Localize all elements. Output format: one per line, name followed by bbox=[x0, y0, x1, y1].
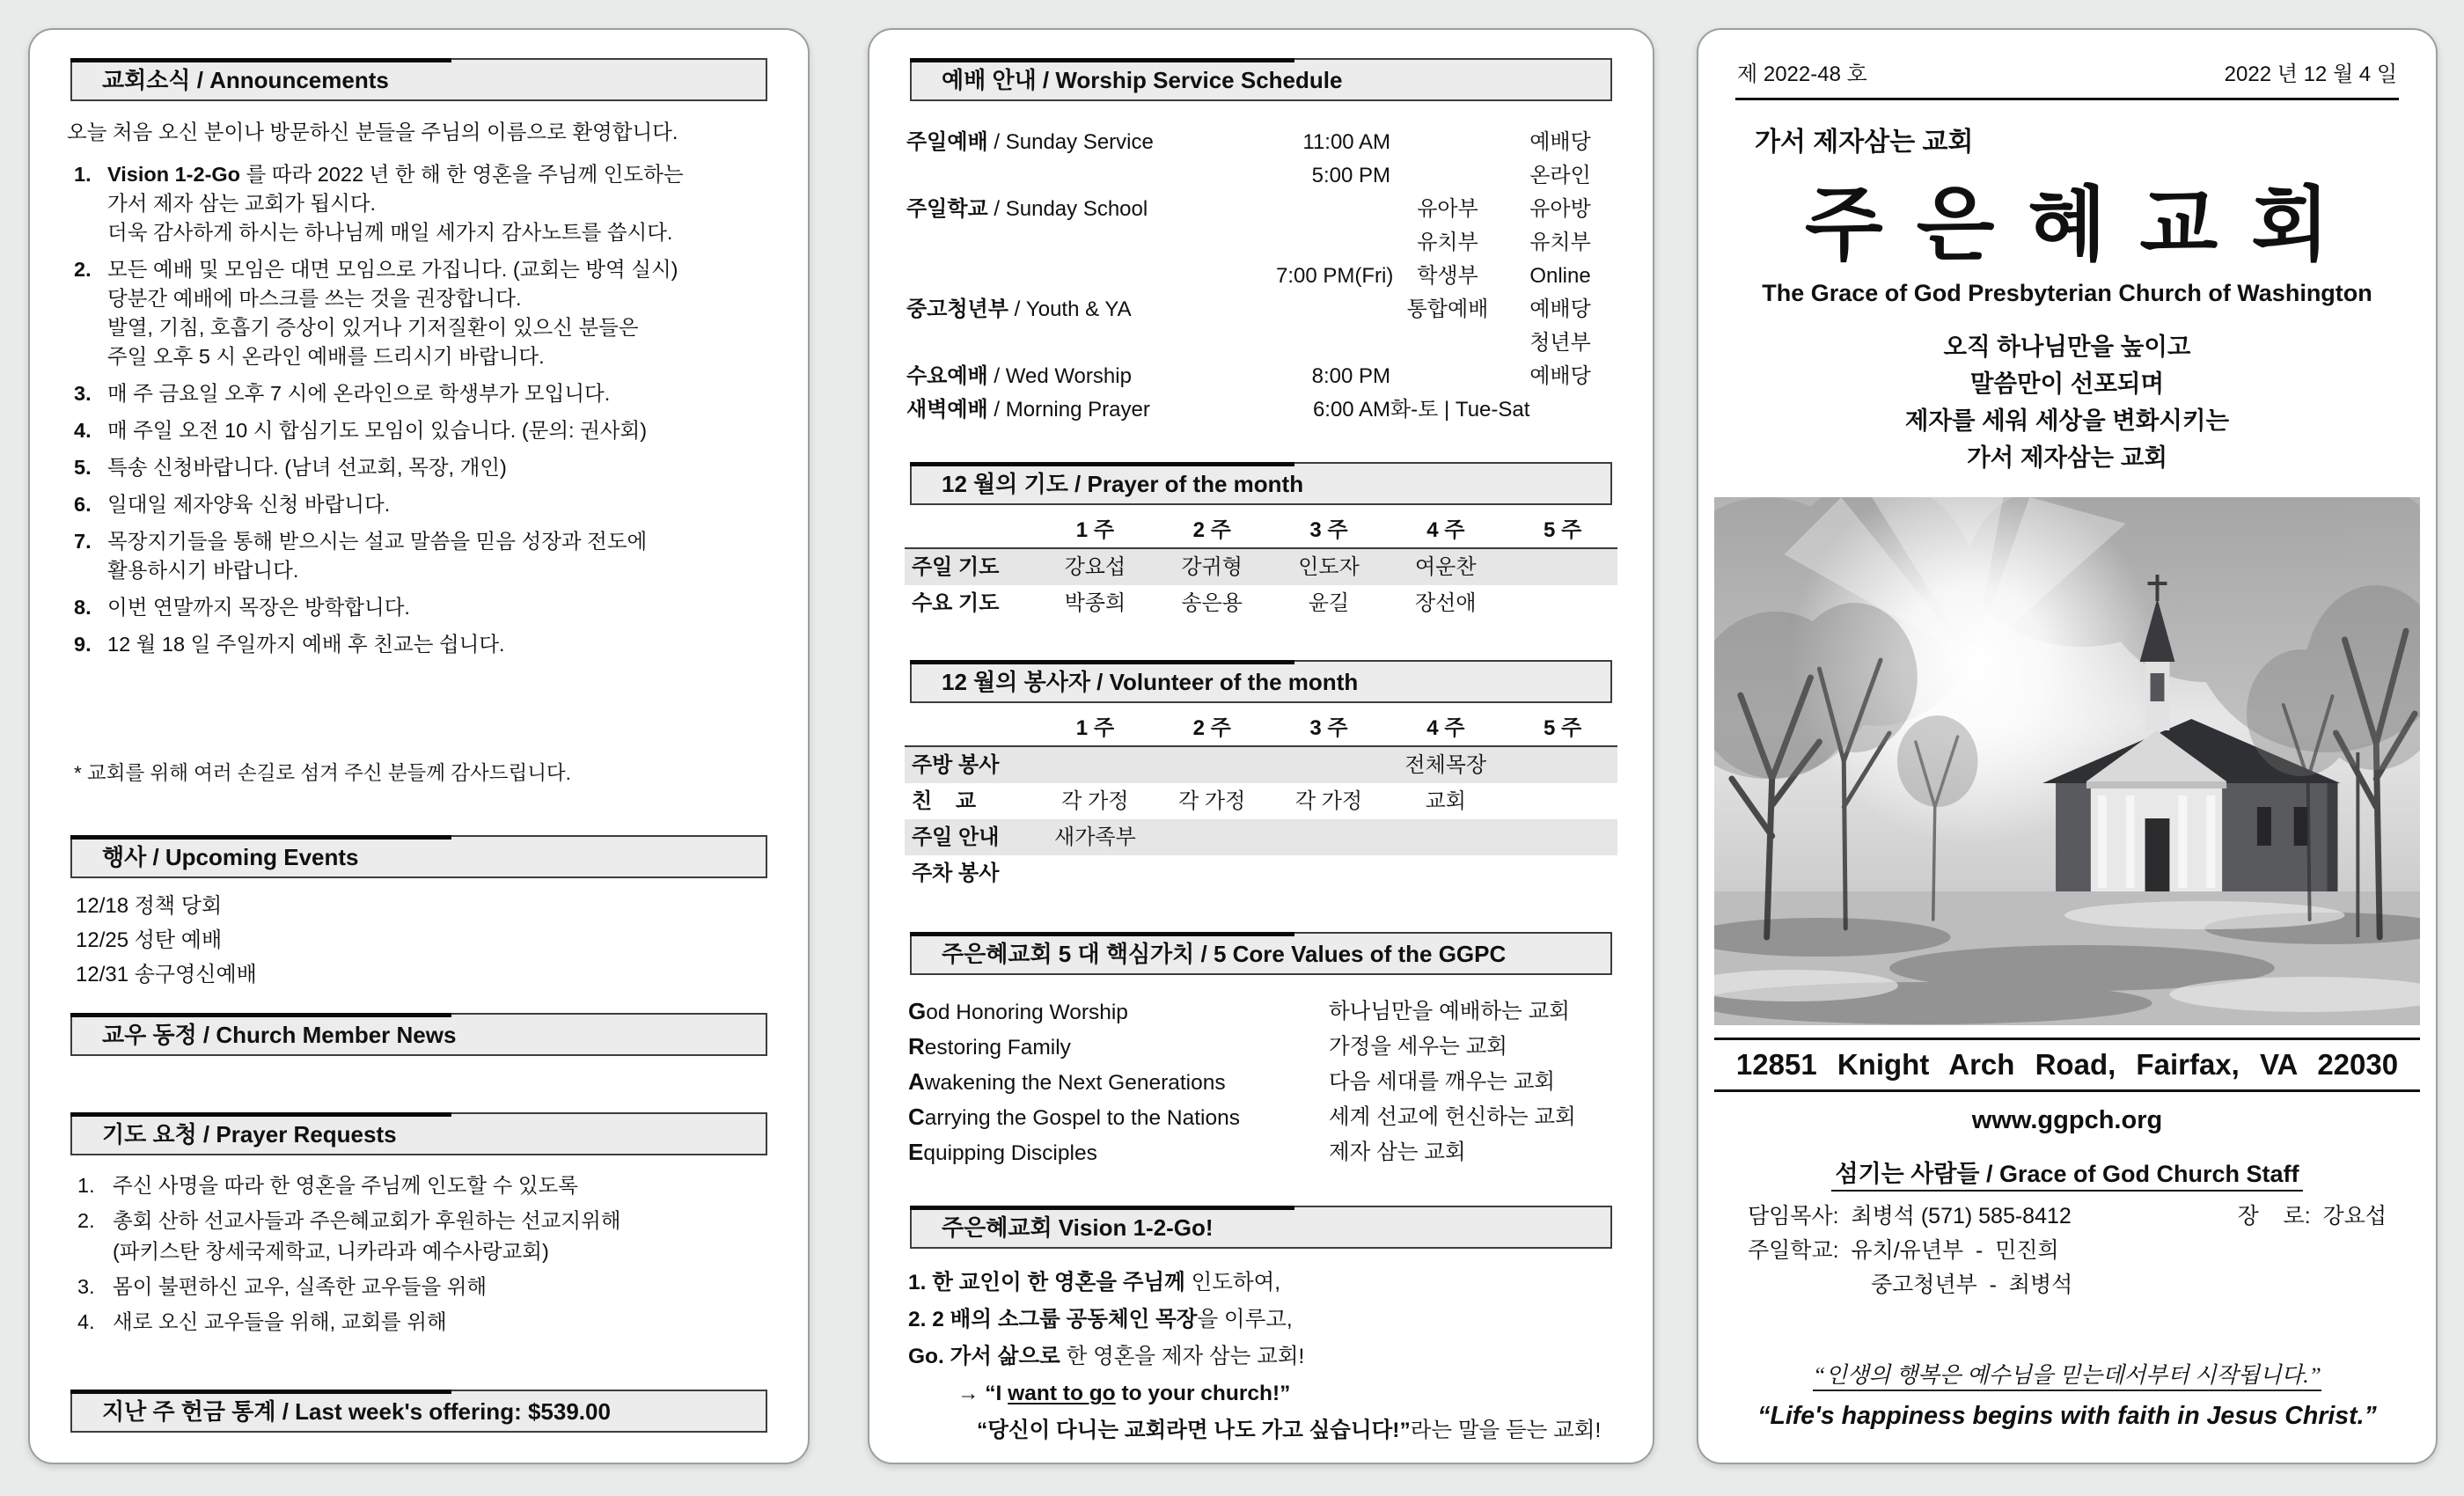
announcement-line bbox=[107, 593, 773, 622]
events-title: 행사 / Upcoming Events bbox=[102, 844, 359, 870]
schedule-row bbox=[906, 326, 1616, 360]
prayer-request-text bbox=[113, 1272, 773, 1302]
week-header-label bbox=[905, 514, 1037, 547]
prayer-requests-list bbox=[65, 1166, 773, 1338]
announcement-number: 2. bbox=[74, 258, 92, 281]
mission-line: 오직 하나님만을 높이고 bbox=[1943, 333, 2191, 360]
schedule-location: 예배당 bbox=[1529, 130, 1591, 154]
schedule-group: 학생부 bbox=[1417, 264, 1478, 288]
text-segment: 한 영혼을 제자 삼는 교회! bbox=[1060, 1345, 1305, 1368]
text-segment: 라는 말을 듣는 교회! bbox=[1410, 1419, 1602, 1442]
announcement-text bbox=[107, 593, 773, 622]
week-header-cell: 4 주 bbox=[1426, 716, 1465, 740]
section-header-vision bbox=[910, 1206, 1612, 1249]
text-segment: 1. bbox=[908, 1271, 933, 1294]
week-cell bbox=[1504, 747, 1621, 783]
announcement-line bbox=[107, 630, 773, 659]
week-row bbox=[905, 747, 1617, 783]
thanks-note: * 교회를 위해 여러 손길로 섬겨 주신 분들께 감사드립니다. bbox=[74, 762, 571, 784]
text-segment: 매 주 금요일 오후 7 시에 온라인으로 학생부가 모입니다. bbox=[107, 382, 611, 405]
staff-pastor: 담임목사: 최병석 (571) 585-8412 bbox=[1748, 1204, 2072, 1228]
masthead-rule bbox=[1735, 98, 2399, 100]
schedule-service-name-en: / Sunday Service bbox=[987, 130, 1154, 154]
schedule-location: 예배당 bbox=[1529, 297, 1591, 321]
text-segment: to your church!” bbox=[1115, 1382, 1291, 1405]
section-header-prayer-month bbox=[910, 462, 1612, 505]
week-header-cell: 5 주 bbox=[1543, 518, 1582, 542]
prayer-request-item bbox=[77, 1206, 773, 1267]
announcement-text bbox=[107, 453, 773, 482]
announcement-line bbox=[107, 284, 773, 313]
week-row bbox=[905, 585, 1617, 621]
mission-line: 말씀만이 선포되며 bbox=[1969, 370, 2165, 397]
week-cell bbox=[1504, 585, 1621, 621]
text-segment: 가서 제자 삼는 교회가 됩시다. bbox=[107, 192, 377, 215]
schedule-location: 온라인 bbox=[1529, 164, 1591, 187]
volunteers-table bbox=[905, 712, 1617, 891]
prayer-request-item bbox=[77, 1170, 773, 1201]
week-header-cell: 5 주 bbox=[1543, 716, 1582, 740]
schedule-service-name bbox=[906, 293, 1276, 326]
announcement-line bbox=[107, 218, 773, 247]
staff-title-text: 섬기는 사람들 / Grace of God Church Staff bbox=[1831, 1161, 2302, 1192]
schedule-service-name-kr: 수요예배 bbox=[906, 364, 988, 388]
announcements-list bbox=[65, 152, 773, 659]
text-segment: 이번 연말까지 목장은 방학합니다. bbox=[107, 596, 410, 619]
schedule-time bbox=[1276, 326, 1390, 360]
schedule-group: 화-토 | Tue-Sat bbox=[1390, 398, 1530, 422]
masthead bbox=[1734, 55, 2401, 98]
announcement-line bbox=[107, 160, 773, 189]
schedule-service-name bbox=[906, 126, 1276, 159]
announcement-item bbox=[74, 160, 773, 247]
church-name-english: The Grace of God Presbyterian Church of Washington bbox=[1762, 280, 2372, 306]
announcement-line bbox=[107, 379, 773, 408]
announcement-text bbox=[107, 255, 773, 371]
announcement-item bbox=[74, 593, 773, 622]
schedule-row bbox=[906, 360, 1616, 393]
section-header-prayer-requests bbox=[70, 1112, 767, 1155]
text-segment: Vision 1-2-Go bbox=[107, 163, 241, 186]
prayer-month-table bbox=[905, 514, 1617, 621]
vision-line bbox=[908, 1338, 1614, 1375]
announcement-item bbox=[74, 527, 773, 585]
week-cell: 전체목장 bbox=[1404, 753, 1487, 777]
core-value-rest: arrying the Gospel to the Nations bbox=[924, 1106, 1240, 1130]
text-segment: 발열, 기침, 호흡기 증상이 있거나 기저질환이 있으신 분들은 bbox=[107, 316, 639, 339]
prayer-month-title: 12 월의 기도 / Prayer of the month bbox=[942, 471, 1304, 497]
week-cell: 인도자 bbox=[1298, 555, 1360, 579]
core-value-english bbox=[908, 994, 1329, 1030]
week-header-cell: 4 주 bbox=[1426, 518, 1465, 542]
schedule-row bbox=[906, 126, 1616, 159]
week-cell bbox=[1154, 819, 1271, 855]
core-value-row bbox=[908, 1100, 1614, 1135]
panel-announcements bbox=[28, 28, 810, 1464]
prayer-request-line: 몸이 불편하신 교우, 실족한 교우들을 위해 bbox=[113, 1275, 488, 1298]
schedule-row bbox=[906, 193, 1616, 226]
church-tagline: 가서 제자삼는 교회 bbox=[1755, 128, 1974, 157]
schedule-service-name bbox=[906, 260, 1276, 293]
prayer-request-text bbox=[113, 1170, 773, 1201]
announcement-line bbox=[107, 255, 773, 284]
text-segment: 2 배의 소그룹 공동체인 목장 bbox=[932, 1308, 1198, 1331]
church-address: 12851 Knight Arch Road, Fairfax, VA 22030 bbox=[1714, 1038, 2420, 1092]
week-row-label: 주차 봉사 bbox=[912, 862, 1000, 885]
week-row-label: 주일 안내 bbox=[912, 825, 1000, 849]
vision-line bbox=[908, 1375, 1614, 1412]
week-header-row bbox=[905, 712, 1617, 747]
schedule-time bbox=[1276, 226, 1390, 260]
schedule-group: 유아부 bbox=[1417, 197, 1478, 221]
announcement-number: 6. bbox=[74, 493, 92, 516]
text-segment: 모든 예배 및 모임은 대면 모임으로 가집니다. (교회는 방역 실시) bbox=[107, 258, 678, 281]
prayer-request-item bbox=[77, 1307, 773, 1338]
text-segment: Go. bbox=[908, 1345, 950, 1368]
week-row bbox=[905, 819, 1617, 855]
week-cell bbox=[1037, 855, 1154, 891]
week-cell: 장선애 bbox=[1415, 591, 1477, 615]
staff-sunday-school: 주일학교: 유치/유년부 - 민진희 bbox=[1748, 1238, 2059, 1263]
week-cell: 송은용 bbox=[1181, 591, 1243, 615]
text-segment: 더욱 감사하게 하시는 하나님께 매일 세가지 감사노트를 씁시다. bbox=[107, 221, 673, 244]
schedule-service-name bbox=[906, 360, 1276, 393]
quote-korean bbox=[1734, 1358, 2401, 1390]
schedule-time bbox=[1276, 293, 1390, 326]
text-segment: 가서 삶으로 bbox=[950, 1345, 1060, 1368]
week-cell bbox=[1504, 855, 1621, 891]
week-header-cell: 3 주 bbox=[1309, 716, 1348, 740]
text-segment: want to go bbox=[1008, 1382, 1116, 1405]
announcement-line bbox=[107, 313, 773, 342]
schedule-service-name bbox=[906, 226, 1276, 260]
panel-worship-info bbox=[868, 28, 1654, 1464]
week-cell bbox=[1037, 747, 1154, 783]
week-header-cell: 1 주 bbox=[1075, 716, 1114, 740]
schedule-service-name-kr: 새벽예배 bbox=[906, 398, 988, 422]
announcement-number: 7. bbox=[74, 530, 92, 553]
week-cell: 새가족부 bbox=[1054, 825, 1136, 849]
week-row-label: 주일 기도 bbox=[912, 555, 1000, 579]
prayer-request-number: 1. bbox=[77, 1174, 95, 1197]
vision-line bbox=[908, 1412, 1614, 1449]
schedule-group bbox=[1390, 126, 1505, 159]
week-row-label: 친 교 bbox=[912, 789, 977, 813]
prayer-request-line: 새로 오신 교우들을 위해, 교회를 위해 bbox=[113, 1310, 447, 1333]
week-row-label: 주방 봉사 bbox=[912, 753, 1000, 777]
core-value-initial: G bbox=[908, 998, 927, 1024]
prayer-request-text bbox=[113, 1307, 773, 1338]
core-value-korean: 제자 삼는 교회 bbox=[1329, 1140, 1466, 1164]
announcement-text bbox=[107, 630, 773, 659]
core-value-korean: 가정을 세우는 교회 bbox=[1329, 1035, 1507, 1059]
text-segment: 활용하시기 바랍니다. bbox=[107, 559, 299, 582]
week-cell: 여운찬 bbox=[1415, 555, 1477, 579]
week-cell: 강귀형 bbox=[1181, 555, 1243, 579]
week-cell bbox=[1504, 783, 1621, 819]
schedule-service-name-kr: 주일학교 bbox=[906, 197, 988, 221]
vision-line bbox=[908, 1265, 1614, 1302]
text-segment: “당신이 다니는 교회라면 나도 가고 싶습니다!” bbox=[977, 1419, 1411, 1442]
church-name-korean: 주은혜교회 bbox=[1804, 180, 2364, 270]
section-header-member-news bbox=[70, 1013, 767, 1056]
section-header-volunteers bbox=[910, 660, 1612, 703]
schedule-group: 통합예배 bbox=[1406, 297, 1489, 321]
text-segment: 12 월 18 일 주일까지 예배 후 친교는 쉽니다. bbox=[107, 633, 505, 656]
staff-row bbox=[1734, 1199, 2401, 1234]
announcement-line bbox=[107, 189, 773, 218]
core-value-rest: quipping Disciples bbox=[923, 1141, 1097, 1165]
staff-youth: 중고청년부 - 최병석 bbox=[1871, 1272, 2073, 1297]
text-segment: 2. bbox=[908, 1308, 933, 1331]
schedule-row bbox=[906, 260, 1616, 293]
week-cell: 각 가정 bbox=[1178, 789, 1246, 813]
announcement-number: 5. bbox=[74, 456, 92, 479]
staff-section-title bbox=[1734, 1155, 2401, 1189]
week-cell bbox=[1154, 855, 1271, 891]
schedule-service-name bbox=[906, 159, 1276, 193]
core-value-rest: wakening the Next Generations bbox=[924, 1071, 1226, 1095]
core-value-initial: A bbox=[908, 1068, 925, 1095]
schedule-row bbox=[906, 226, 1616, 260]
week-header-cell: 2 주 bbox=[1192, 518, 1231, 542]
core-values-title: 주은혜교회 5 대 핵심가치 / 5 Core Values of the GGPC bbox=[942, 941, 1507, 967]
schedule-location bbox=[1505, 393, 1616, 427]
week-cell: 각 가정 bbox=[1294, 789, 1363, 813]
schedule-time: 11:00 AM bbox=[1302, 130, 1390, 154]
mission-line: 가서 제자삼는 교회 bbox=[1967, 444, 2167, 471]
week-row-label: 수요 기도 bbox=[912, 591, 1000, 615]
section-header-events bbox=[70, 835, 767, 878]
announcement-text bbox=[107, 416, 773, 445]
week-row bbox=[905, 549, 1617, 585]
schedule-service-name bbox=[906, 393, 1276, 427]
schedule-time: 5:00 PM bbox=[1311, 164, 1390, 187]
schedule-group bbox=[1390, 159, 1505, 193]
announcement-line bbox=[107, 556, 773, 585]
schedule-service-name bbox=[906, 326, 1276, 360]
announcement-item bbox=[74, 255, 773, 371]
member-news-title: 교우 동정 / Church Member News bbox=[102, 1022, 457, 1048]
announcement-text bbox=[107, 527, 773, 585]
section-header-offering bbox=[70, 1390, 767, 1433]
schedule-service-name-kr: 주일예배 bbox=[906, 130, 988, 154]
volunteers-title: 12 월의 봉사자 / Volunteer of the month bbox=[942, 669, 1359, 695]
vision-lines bbox=[908, 1265, 1614, 1449]
section-header-announcements bbox=[70, 58, 767, 101]
text-segment: 특송 신청바랍니다. (남녀 선교회, 목장, 개인) bbox=[107, 456, 507, 479]
text-segment: 매 주일 오전 10 시 합심기도 모임이 있습니다. (문의: 권사회) bbox=[107, 419, 648, 442]
vision-title: 주은혜교회 Vision 1-2-Go! bbox=[942, 1214, 1214, 1241]
prayer-request-number: 4. bbox=[77, 1310, 95, 1333]
prayer-request-line: (파키스탄 창세국제학교, 니카라과 예수사랑교회) bbox=[113, 1240, 549, 1263]
core-value-row bbox=[908, 994, 1614, 1030]
week-row bbox=[905, 855, 1617, 891]
schedule-row bbox=[906, 393, 1616, 427]
prayer-request-number: 3. bbox=[77, 1275, 95, 1298]
core-value-english bbox=[908, 1065, 1329, 1100]
schedule-group: 유치부 bbox=[1417, 231, 1478, 254]
schedule-time: 6:00 AM bbox=[1312, 398, 1390, 422]
core-value-english bbox=[908, 1100, 1329, 1135]
prayer-request-text bbox=[113, 1206, 773, 1267]
announcement-text bbox=[107, 490, 773, 519]
panel-cover bbox=[1697, 28, 2438, 1464]
schedule-time: 7:00 PM(Fri) bbox=[1276, 264, 1394, 288]
text-segment: 를 따라 2022 년 한 해 한 영혼을 주님께 인도하는 bbox=[240, 163, 684, 186]
schedule-group bbox=[1390, 326, 1505, 360]
text-segment: 을 이루고, bbox=[1197, 1308, 1293, 1331]
announcement-line bbox=[107, 342, 773, 371]
schedule-location: 예배당 bbox=[1529, 364, 1591, 388]
schedule-row bbox=[906, 293, 1616, 326]
announcement-line bbox=[107, 416, 773, 445]
schedule-service-name bbox=[906, 193, 1276, 226]
schedule-service-name-en: / Sunday School bbox=[987, 197, 1148, 221]
announcement-item bbox=[74, 630, 773, 659]
core-value-rest: estoring Family bbox=[924, 1036, 1071, 1060]
schedule-location: 유치부 bbox=[1529, 231, 1591, 254]
event-item: 12/18 정책 당회 bbox=[76, 894, 223, 918]
text-segment: 당분간 예배에 마스크를 쓰는 것을 권장합니다. bbox=[107, 287, 522, 310]
week-header-label bbox=[905, 712, 1037, 745]
core-value-rest: od Honoring Worship bbox=[926, 1001, 1128, 1024]
core-value-english bbox=[908, 1030, 1329, 1065]
prayer-requests-title: 기도 요청 / Prayer Requests bbox=[102, 1121, 397, 1148]
church-photo-image bbox=[1714, 497, 2420, 1025]
text-segment: 목장지기들을 통해 받으시는 설교 말씀을 믿음 성장과 전도에 bbox=[107, 530, 648, 553]
announcement-number: 3. bbox=[74, 382, 92, 405]
week-cell bbox=[1387, 855, 1504, 891]
schedule-location: 청년부 bbox=[1529, 331, 1591, 355]
events-list bbox=[65, 889, 773, 992]
announcement-text bbox=[107, 379, 773, 408]
announcement-item bbox=[74, 490, 773, 519]
quote-english: “Life's happiness begins with faith in Jesus Christ.” bbox=[1757, 1402, 2377, 1430]
prayer-request-line: 주신 사명을 따라 한 영혼을 주님께 인도할 수 있도록 bbox=[113, 1174, 578, 1197]
footer-quotes bbox=[1734, 1358, 2401, 1434]
event-item: 12/25 성탄 예배 bbox=[76, 928, 223, 952]
announcement-item bbox=[74, 416, 773, 445]
schedule-location: 유아방 bbox=[1529, 197, 1591, 221]
prayer-request-number: 2. bbox=[77, 1209, 95, 1232]
schedule-time bbox=[1276, 193, 1390, 226]
announcement-item bbox=[74, 379, 773, 408]
text-segment: → “I bbox=[957, 1382, 1008, 1405]
announcement-number: 4. bbox=[74, 419, 92, 442]
week-cell: 박종희 bbox=[1064, 591, 1126, 615]
announcement-line bbox=[107, 490, 773, 519]
text-segment: 주일 오후 5 시 온라인 예배를 드리시기 바랍니다. bbox=[107, 345, 545, 368]
schedule-location: Online bbox=[1529, 264, 1591, 288]
issue-date: 2022 년 12 월 4 일 bbox=[2224, 62, 2397, 86]
worship-schedule-title: 예배 안내 / Worship Service Schedule bbox=[942, 67, 1343, 93]
prayer-request-item bbox=[77, 1272, 773, 1302]
announcement-number: 8. bbox=[74, 596, 92, 619]
text-segment: 한 교인이 한 영혼을 주님께 bbox=[932, 1271, 1185, 1294]
week-cell bbox=[1271, 747, 1388, 783]
week-cell: 각 가정 bbox=[1061, 789, 1129, 813]
announcement-text bbox=[107, 160, 773, 247]
core-value-korean: 세계 선교에 헌신하는 교회 bbox=[1329, 1105, 1576, 1129]
core-value-korean: 하나님만을 예배하는 교회 bbox=[1329, 1000, 1570, 1023]
week-cell bbox=[1154, 747, 1271, 783]
member-news-empty-area bbox=[65, 1056, 773, 1112]
offering-title: 지난 주 헌금 통계 / Last week's offering: $539.00 bbox=[102, 1398, 611, 1425]
core-value-english bbox=[908, 1135, 1329, 1170]
welcome-text: 오늘 처음 오신 분이나 방문하신 분들을 주님의 이름으로 환영합니다. bbox=[67, 121, 678, 143]
week-header-cell: 2 주 bbox=[1192, 716, 1231, 740]
core-value-initial: R bbox=[908, 1033, 925, 1060]
core-value-row bbox=[908, 1065, 1614, 1100]
announcements-title: 교회소식 / Announcements bbox=[102, 67, 389, 93]
week-cell bbox=[1271, 855, 1388, 891]
announcement-number: 1. bbox=[74, 163, 92, 186]
week-cell bbox=[1504, 549, 1621, 585]
schedule-service-name-en: / Youth & YA bbox=[1008, 297, 1132, 321]
schedule-service-name-kr: 중고청년부 bbox=[906, 297, 1008, 321]
section-header-worship-schedule bbox=[910, 58, 1612, 101]
vision-line bbox=[908, 1302, 1614, 1338]
event-item: 12/31 송구영신예배 bbox=[76, 963, 257, 986]
prayer-request-line: 총회 산하 선교사들과 주은혜교회가 후원하는 선교지위해 bbox=[113, 1209, 621, 1232]
worship-schedule-table bbox=[906, 126, 1616, 427]
week-cell: 윤길 bbox=[1308, 591, 1350, 615]
schedule-row bbox=[906, 159, 1616, 193]
text-segment: 일대일 제자양육 신청 바랍니다. bbox=[107, 493, 391, 516]
week-cell: 강요섭 bbox=[1064, 555, 1126, 579]
staff-list bbox=[1734, 1199, 2401, 1302]
mission-statement bbox=[1734, 328, 2401, 476]
church-website: www.ggpch.org bbox=[1971, 1106, 2163, 1134]
section-header-core-values bbox=[910, 932, 1612, 975]
staff-elder: 장 로: 강요섭 bbox=[2237, 1204, 2387, 1228]
church-photo bbox=[1714, 497, 2420, 1025]
announcement-item bbox=[74, 453, 773, 482]
schedule-time: 8:00 PM bbox=[1311, 364, 1390, 388]
core-values-list bbox=[908, 994, 1614, 1170]
mission-line: 제자를 세워 세상을 변화시키는 bbox=[1904, 407, 2230, 434]
schedule-group bbox=[1390, 360, 1505, 393]
week-header-cell: 1 주 bbox=[1075, 518, 1114, 542]
week-cell: 교회 bbox=[1425, 789, 1466, 813]
week-cell bbox=[1387, 819, 1504, 855]
core-value-korean: 다음 세대를 깨우는 교회 bbox=[1329, 1070, 1556, 1094]
schedule-service-name-en: / Morning Prayer bbox=[987, 398, 1150, 422]
text-segment: 인도하여, bbox=[1184, 1271, 1281, 1294]
core-value-row bbox=[908, 1030, 1614, 1065]
issue-number: 제 2022-48 호 bbox=[1737, 62, 1867, 86]
week-header-row bbox=[905, 514, 1617, 549]
announcement-line bbox=[107, 453, 773, 482]
announcement-line bbox=[107, 527, 773, 556]
week-cell bbox=[1271, 819, 1388, 855]
week-cell bbox=[1504, 819, 1621, 855]
quote-korean-text: “인생의 행복은 예수님을 믿는데서부터 시작됩니다.” bbox=[1813, 1362, 2321, 1391]
announcement-number: 9. bbox=[74, 633, 92, 656]
core-value-row bbox=[908, 1135, 1614, 1170]
core-value-initial: E bbox=[908, 1139, 924, 1165]
core-value-initial: C bbox=[908, 1104, 925, 1130]
schedule-service-name-en: / Wed Worship bbox=[987, 364, 1132, 388]
week-header-cell: 3 주 bbox=[1309, 518, 1348, 542]
week-row bbox=[905, 783, 1617, 819]
